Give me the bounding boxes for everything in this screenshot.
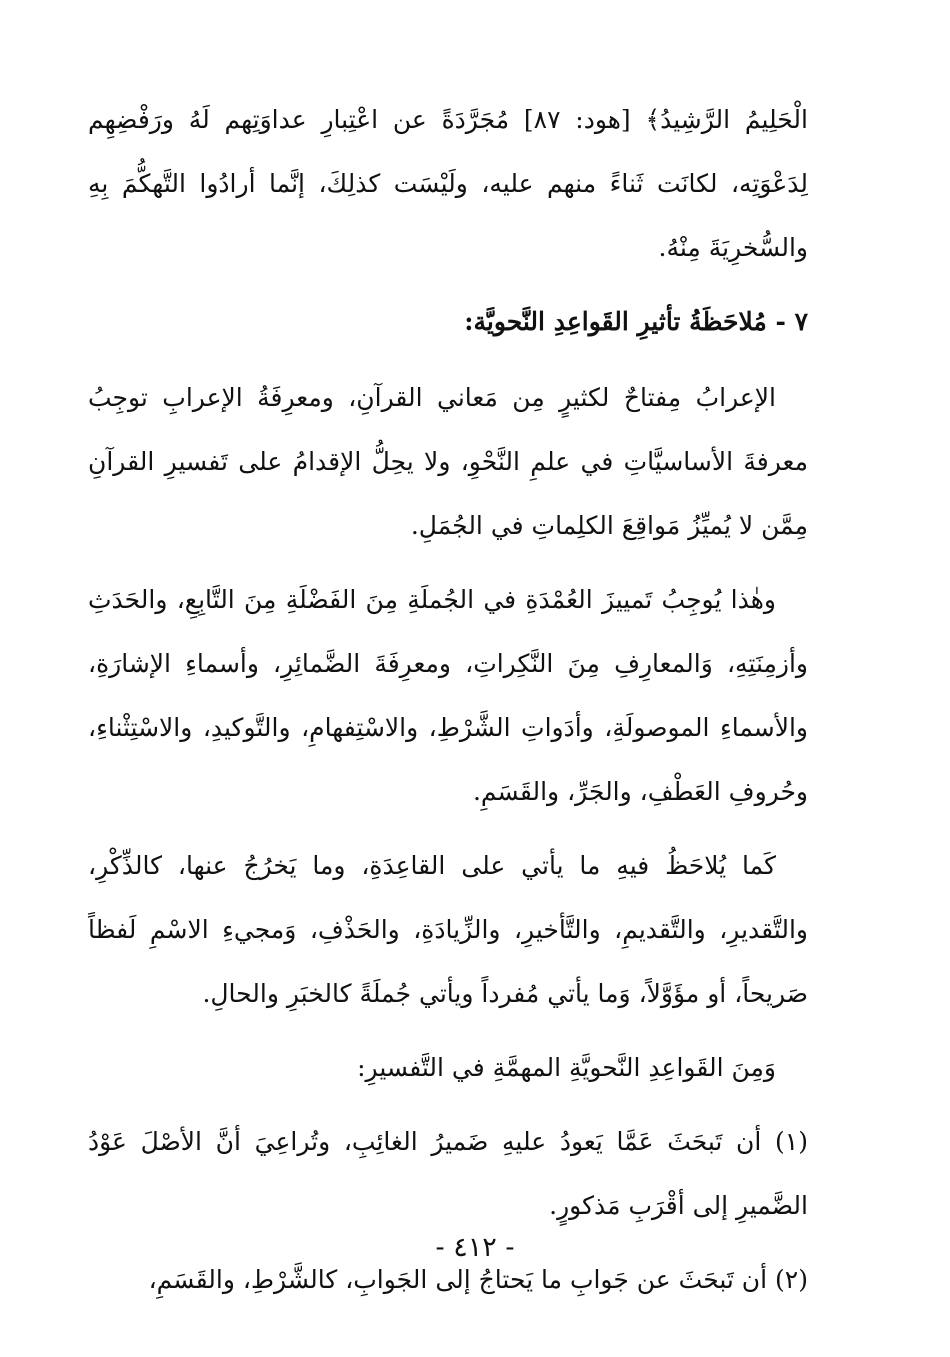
paragraph-qaida: كَما يُلاحَظُ فيهِ ما يأتي على القاعِدَةِ، وما يَخرُجُ عنها، كالذِّكْرِ، والتَّقديرِ، والتَّقديمِ، والتَّأخيرِ، والزِّيادَةِ، والحَذْفِ، وَمجيءِ الاسْمِ لَفظاً صَريحاً، أو مؤَوَّلاً، وَما يأتي مُفرداً ويأتي جُملَةً كالخبَرِ والحالِ. bbox=[88, 851, 808, 1008]
page-number: - ٤١٢ - bbox=[435, 1232, 515, 1263]
paragraph-tamyiz: وهٰذا يُوجِبُ تَمييزَ العُمْدَةِ في الجُملَةِ مِنَ الفَضْلَةِ مِنَ التَّابِعِ، والحَدَثِ وأزمِنَتِهِ، وَالمعارِفِ مِنَ النَّكِراتِ، ومعرِفَةَ الضَّمائِرِ، وأسماءِ الإشارَةِ، والأسماءِ الموصولَةِ، وأدَواتِ الشَّرْطِ، والاسْتِفهامِ، والتَّوكيدِ، والاسْتِثْناءِ، وحُروفِ العَطْفِ، والجَرِّ، والقَسَمِ. bbox=[88, 585, 808, 806]
paragraph-continuation: الْحَلِيمُ الرَّشِيدُ﴾ [هود: ٨٧] مُجَرَّدَةً عن اعْتِبارِ عداوَتِهم لَهُ ورَفْضِهِم لِدَعْوَتِه، لكانَت ثَناءً منهم عليه، ولَيْسَت كذلِكَ، إنَّما أرادُوا التَّهكُّمَ بِهِ والسُّخرِيَةَ مِنْهُ. bbox=[88, 105, 808, 262]
paragraph-irab: الإعرابُ مِفتاحٌ لكثيرٍ مِن مَعاني القرآنِ، ومعرِفَةُ الإعرابِ توجِبُ معرفةَ الأساسيَّاتِ في علمِ النَّحْوِ، ولا يحِلُّ الإقدامُ على تَفسيرِ القرآنِ مِمَّن لا يُميِّزُ مَواقِعَ الكلِماتِ في الجُمَلِ. bbox=[88, 383, 808, 540]
page-body bbox=[88, 88, 808, 1312]
rule-item-1: (١) أن تَبحَثَ عَمَّا يَعودُ عليهِ ضَميرُ الغائِبِ، وتُراعِيَ أنَّ الأصْلَ عَوْدُ الضَّميرِ إلى أقْرَبِ مَذكورٍ. bbox=[88, 1127, 808, 1220]
section-heading: ٧ - مُلاحَظَةُ تأثيرِ القَواعِدِ النَّحويَّة: bbox=[464, 307, 808, 336]
paragraph-rules-intro: وَمِنَ القَواعِدِ النَّحويَّةِ المهمَّةِ في التَّفسيرِ: bbox=[357, 1053, 776, 1082]
rule-item-2: (٢) أن تَبحَثَ عن جَوابِ ما يَحتاجُ إلى الجَوابِ، كالشَّرْطِ، والقَسَمِ، bbox=[148, 1265, 808, 1294]
